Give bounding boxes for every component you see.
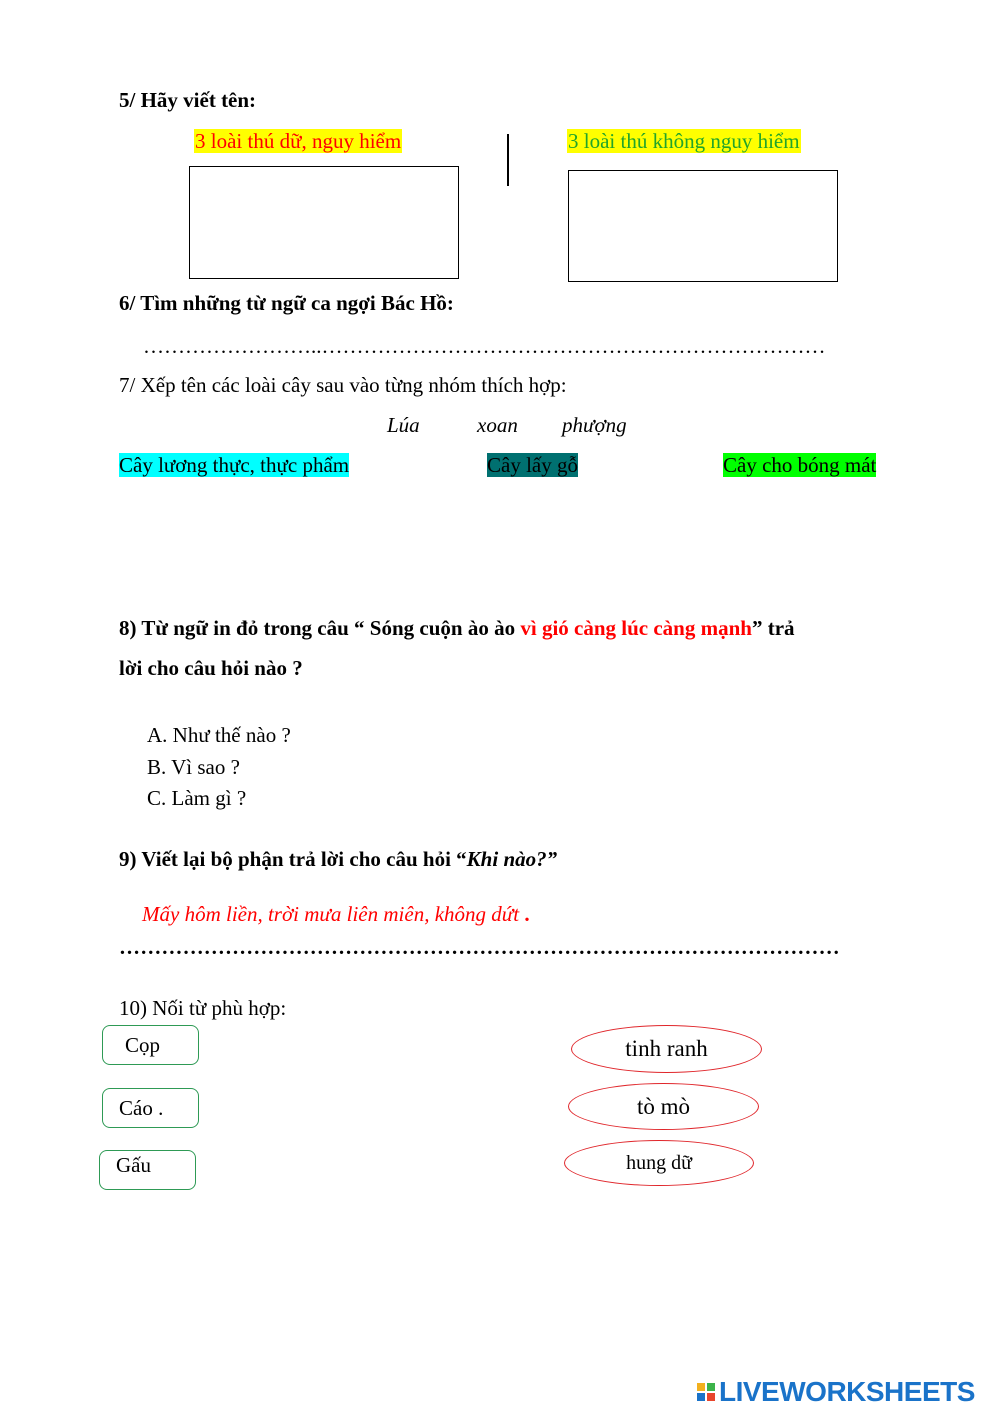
q7-group-shade: Cây cho bóng mát [723,453,877,477]
match-right-label: hung dữ [626,1151,692,1174]
q9-title-start: 9) Viết lại bộ phận trả lời cho câu hỏi “ [119,847,467,871]
q8-title-red: vì gió càng lúc càng mạnh [520,616,752,640]
q9-sentence-text: Mấy hôm liền, trời mưa liên miên, không dứt [142,902,520,926]
q8-title-line2: lời cho câu hỏi nào ? [119,656,303,680]
q6-title: 6/ Tìm những từ ngữ ca ngợi Bác Hồ: [119,291,454,315]
q9-sentence [142,902,530,926]
q7-word[interactable]: xoan [477,413,518,437]
q7-word[interactable]: phượng [562,413,627,437]
q8-title-start: 8) Từ ngữ in đỏ trong câu “ Sóng cuộn ào ào [119,616,521,640]
q9-title [119,847,557,871]
match-left-label: Gấu [116,1153,151,1177]
match-right-item[interactable] [568,1083,759,1130]
logo-grid-icon [697,1383,715,1401]
q10-title: 10) Nối từ phù hợp: [119,996,287,1020]
q5-right-label: 3 loài thú không nguy hiểm [568,129,800,153]
match-left-item[interactable] [99,1150,196,1190]
liveworksheets-logo [697,1376,975,1408]
match-right-label: tò mò [636,1093,691,1119]
q8-option-c[interactable]: C. Làm gì ? [147,786,247,810]
q5-right-answer-box[interactable] [568,170,838,282]
q5-left-answer-box[interactable] [189,166,459,279]
q9-title-italic: Khi nào?” [466,847,558,871]
match-left-item[interactable] [102,1025,199,1065]
match-right-item[interactable] [564,1140,754,1186]
q9-period: . [519,902,530,926]
match-left-item[interactable] [102,1088,199,1128]
q8-option-b[interactable]: B. Vì sao ? [147,755,240,779]
match-left-label: Cáo . [119,1095,164,1120]
q7-group-wood: Cây lấy gỗ [487,453,578,477]
match-left-label: Cọp [125,1032,161,1057]
logo-text: LIVEWORKSHEETS [719,1376,975,1407]
q6-answer-line[interactable]: ……………………..……………………………………………………………… [143,334,826,358]
divider-line [507,134,509,186]
q8-title-end: ” trả [751,616,795,640]
match-right-item[interactable] [571,1025,762,1073]
q7-word[interactable]: Lúa [387,413,420,437]
q8-title [119,616,795,640]
q8-option-a[interactable]: A. Như thế nào ? [147,723,291,747]
q5-left-label: 3 loài thú dữ, nguy hiểm [195,129,402,153]
q7-group-food: Cây lương thực, thực phẩm [119,453,350,477]
q5-title: 5/ Hãy viết tên: [119,88,257,112]
match-right-label: tinh ranh [625,1036,708,1061]
q9-answer-line[interactable]: ………………………………………………………………………………………… [119,935,840,959]
q7-title: 7/ Xếp tên các loài cây sau vào từng nhóm thích hợp: [119,373,567,397]
